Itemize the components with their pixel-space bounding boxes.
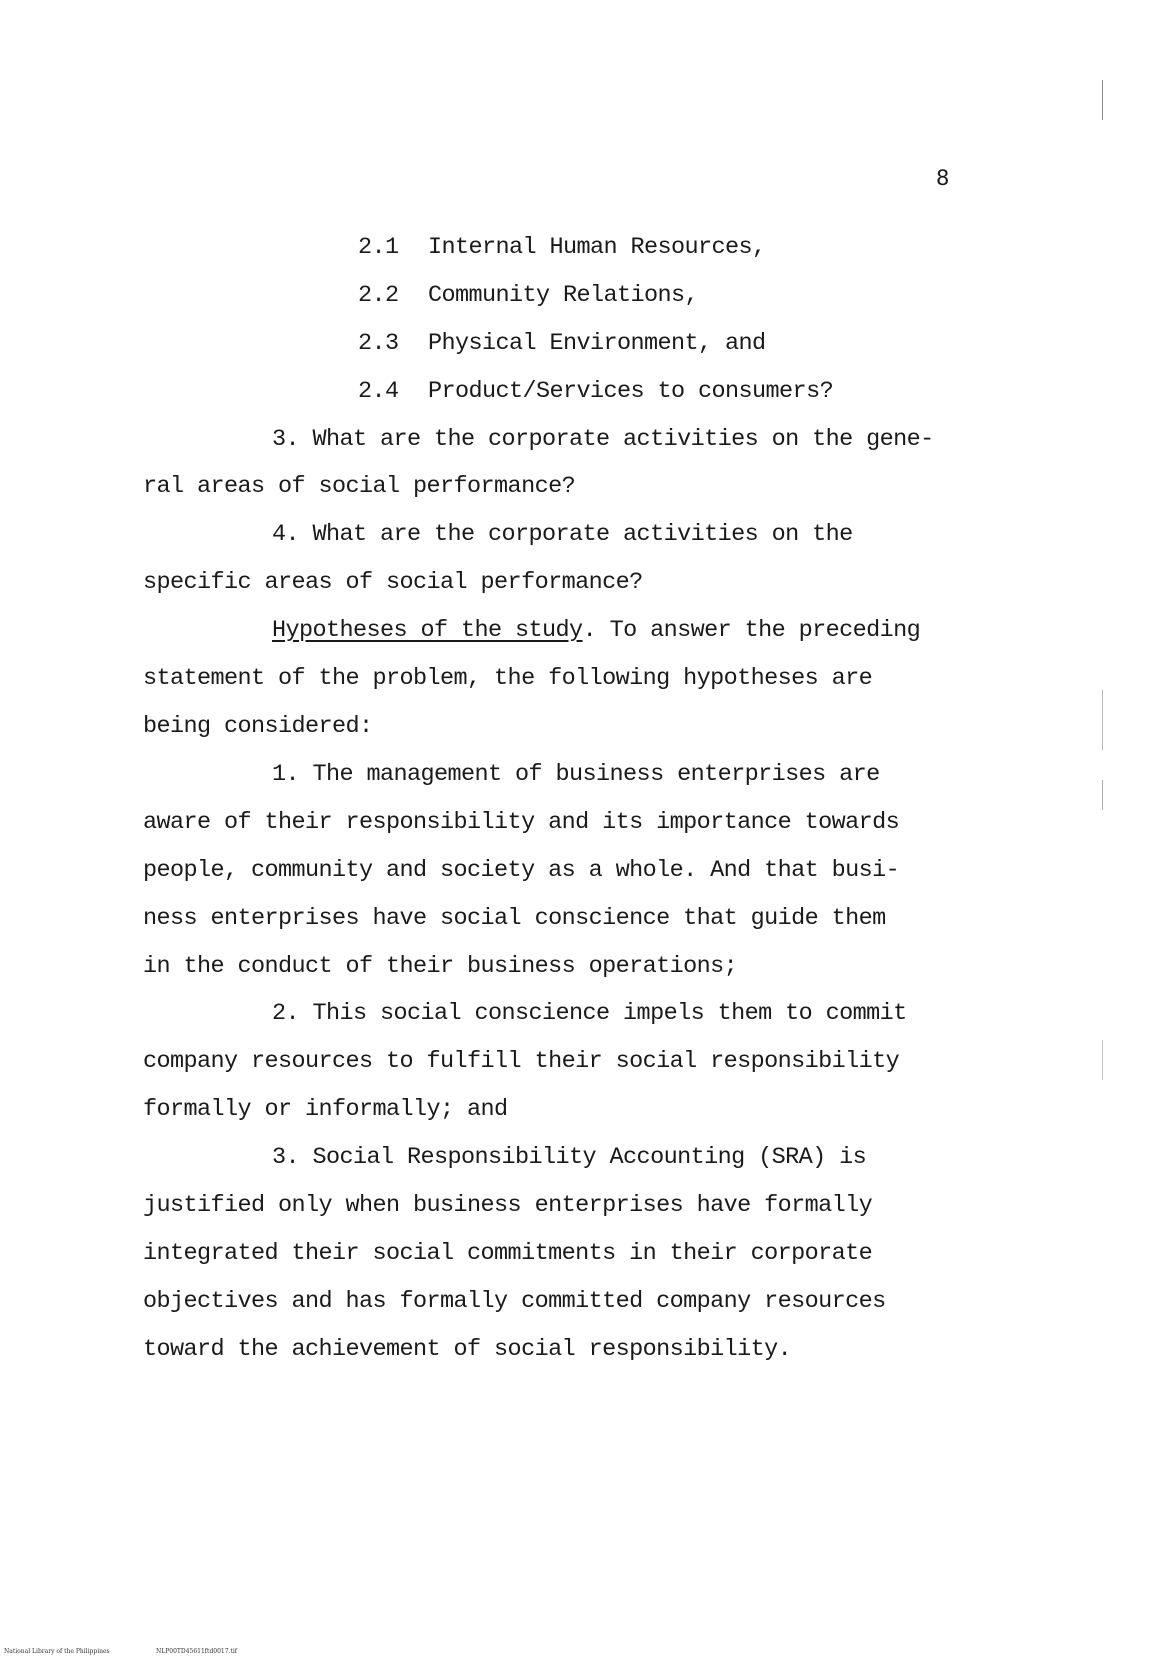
hypotheses-intro-rest: . To answer the preceding (582, 617, 921, 644)
hypothesis-1-line-5: in the conduct of their business operations; (143, 953, 738, 980)
sub-item-2-4 (358, 377, 833, 407)
hypothesis-1-line-2: aware of their responsibility and its importance towards (143, 809, 900, 836)
hypothesis-3-line-5: toward the achievement of social responsibility. (143, 1336, 792, 1363)
hypothesis-3-line-1: 3. Social Responsibility Accounting (SRA) is (272, 1144, 867, 1171)
question-4-line-2: specific areas of social performance? (143, 569, 643, 596)
sub-item-number: 2.4 (358, 378, 399, 405)
sub-item-number: 2.1 (358, 234, 399, 261)
sub-item-number: 2.2 (358, 282, 399, 309)
scan-artifact (1102, 690, 1103, 750)
hypothesis-3-line-2: justified only when business enterprises have formally (143, 1192, 873, 1219)
hypothesis-2-line-2: company resources to fulfill their social responsibility (143, 1048, 900, 1075)
scan-artifact (1102, 1040, 1103, 1080)
sub-item-text: Community Relations, (428, 282, 699, 309)
page-number: 8 (936, 166, 950, 190)
hypothesis-1-line-3: people, community and society as a whole. And that busi- (143, 857, 900, 884)
hypotheses-intro-line-1 (272, 616, 920, 646)
sub-item-2-1 (358, 233, 766, 263)
hypotheses-heading: Hypotheses of the study (272, 617, 583, 644)
hypothesis-3-line-4: objectives and has formally committed company resources (143, 1288, 886, 1315)
footer-file: NLP00TD45611ftd0017.tif (156, 1648, 238, 1655)
sub-item-2-3 (358, 329, 766, 359)
question-3-line-2: ral areas of social performance? (143, 473, 576, 500)
scan-artifact (1102, 80, 1103, 120)
sub-item-2-2 (358, 281, 698, 311)
hypothesis-1-line-4: ness enterprises have social conscience that guide them (143, 905, 886, 932)
hypothesis-2-line-3: formally or informally; and (143, 1096, 508, 1123)
question-4-line-1: 4. What are the corporate activities on the (272, 521, 853, 548)
hypothesis-1-line-1: 1. The management of business enterprises are (272, 761, 880, 788)
sub-item-text: Physical Environment, and (428, 330, 766, 357)
question-3-line-1: 3. What are the corporate activities on the gene- (272, 426, 934, 453)
sub-item-text: Internal Human Resources, (428, 234, 766, 261)
hypotheses-intro-line-3: being considered: (143, 713, 373, 740)
scan-artifact (1102, 780, 1103, 810)
sub-item-text: Product/Services to consumers? (428, 378, 834, 405)
footer-library: National Library of the Philippines (4, 1648, 110, 1655)
hypotheses-intro-line-2: statement of the problem, the following hypotheses are (143, 665, 873, 692)
sub-item-number: 2.3 (358, 330, 399, 357)
hypothesis-3-line-3: integrated their social commitments in their corporate (143, 1240, 873, 1267)
hypothesis-2-line-1: 2. This social conscience impels them to commit (272, 1000, 907, 1027)
